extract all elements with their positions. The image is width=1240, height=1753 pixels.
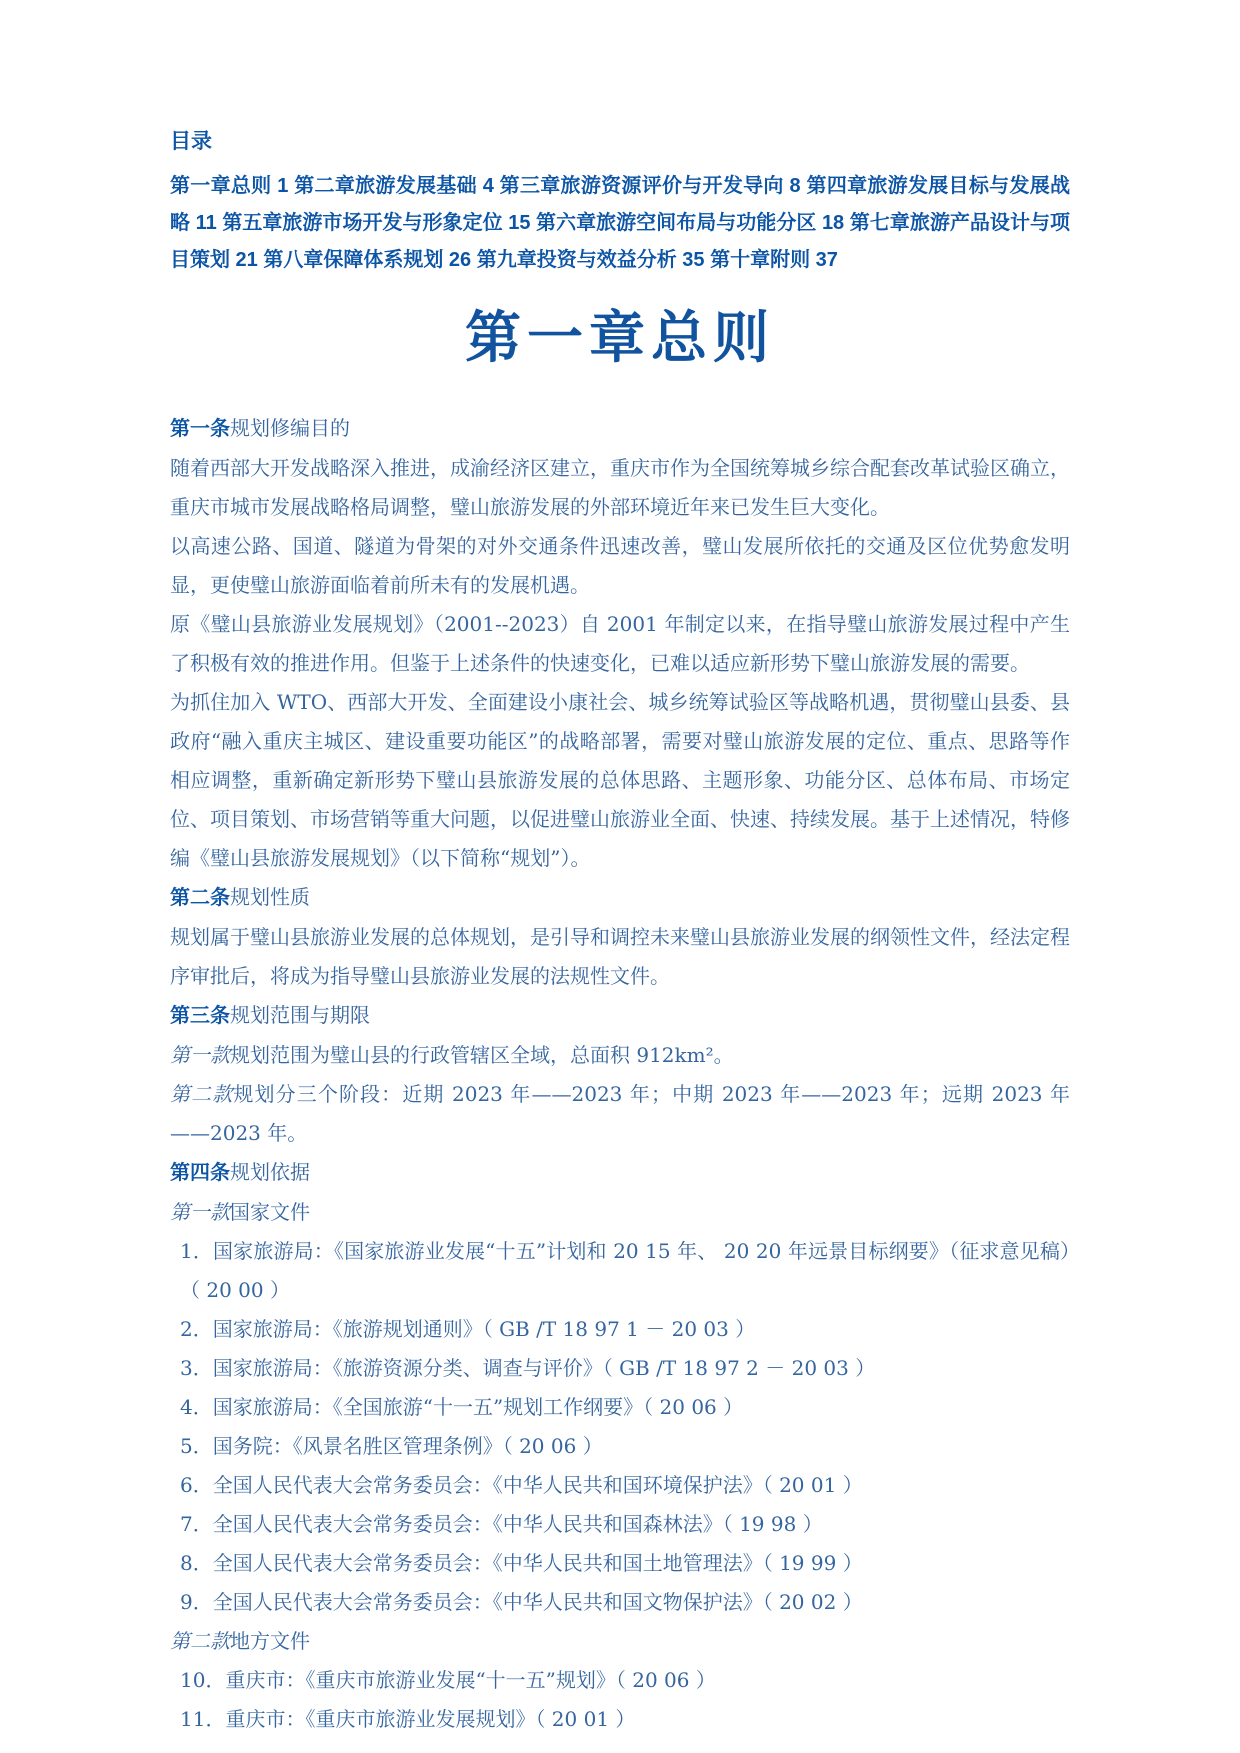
clause-number: 第一款	[170, 1200, 230, 1224]
list-item: 1．国家旅游局：《国家旅游业发展“十五”计划和 20 15 年、 20 20 年远景目标纲要》（征求意见稿）（ 20 00 ）	[180, 1239, 1070, 1302]
article-heading	[170, 996, 1070, 1036]
paragraph: 为抓住加入 WTO、西部大开发、全面建设小康社会、城乡统筹试验区等战略机遇，贯彻璧山县委、县政府“融入重庆主城区、建设重要功能区”的战略部署，需要对璧山旅游发展的定位、重点、思路等作相应调整，重新确定新形势下璧山县旅游发展的总体思路、主题形象、功能分区、总体布局、市场定位、项目策划、市场营销等重大问题，以促进璧山旅游业全面、快速、持续发展。基于上述情况，特修编《璧山县旅游发展规划》（以下简称“规划”）。	[170, 690, 1070, 870]
clause-number: 第二款	[170, 1082, 234, 1106]
paragraph: 以高速公路、国道、隧道为骨架的对外交通条件迅速改善，璧山发展所依托的交通及区位优势愈发明显，更使璧山旅游面临着前所未有的发展机遇。	[170, 534, 1070, 597]
clause-paragraph	[170, 1193, 1070, 1232]
toc-paragraph: 第一章总则 1 第二章旅游发展基础 4 第三章旅游资源评价与开发导向 8 第四章旅游发展目标与发展战略 11 第五章旅游市场开发与形象定位 15 第六章旅游空间布局与功能分区 18 第七章旅游产品设计与项目策划 21 第八章保障体系规划 26 第九章投资与效益分析 35 第十章附则 37	[170, 175, 1070, 271]
list-item: 9．全国人民代表大会常务委员会：《中华人民共和国文物保护法》（ 20 02 ）	[180, 1590, 863, 1614]
paragraph: 随着西部大开发战略深入推进，成渝经济区建立，重庆市作为全国统筹城乡综合配套改革试验区确立，重庆市城市发展战略格局调整，璧山旅游发展的外部环境近年来已发生巨大变化。	[170, 456, 1070, 519]
list-item: 5．国务院：《风景名胜区管理条例》（ 20 06 ）	[180, 1434, 603, 1458]
clause-text: 地方文件	[230, 1629, 310, 1653]
article-heading	[170, 409, 1070, 449]
clause-paragraph	[170, 1075, 1070, 1153]
article-number: 第四条	[170, 1162, 230, 1184]
article-title: 规划范围与期限	[230, 1003, 370, 1027]
document-blocks	[170, 409, 1070, 1739]
list-item: 10．重庆市：《重庆市旅游业发展“十一五”规划》（ 20 06 ）	[180, 1668, 716, 1692]
article-number: 第一条	[170, 418, 230, 440]
chapter-title: 第一章总则	[465, 305, 775, 371]
paragraph: 原《璧山县旅游业发展规划》（2001--2023）自 2001 年制定以来，在指导璧山旅游发展过程中产生了积极有效的推进作用。但鉴于上述条件的快速变化，已难以适应新形势下璧山旅游发展的需要。	[170, 612, 1070, 675]
clause-number: 第二款	[170, 1629, 230, 1653]
list-item: 3．国家旅游局：《旅游资源分类、调查与评价》（ GB /T 18 97 2 － 20 03 ）	[180, 1356, 876, 1380]
list-item: 11．重庆市：《重庆市旅游业发展规划》（ 20 01 ）	[180, 1707, 636, 1731]
article-heading	[170, 1153, 1070, 1193]
clause-text: 规划范围为璧山县的行政管辖区全域，总面积 912km²。	[230, 1043, 734, 1067]
article-number: 第二条	[170, 887, 230, 909]
clause-number: 第一款	[170, 1043, 230, 1067]
article-title: 规划依据	[230, 1160, 310, 1184]
clause-text: 规划分三个阶段：近期 2023 年——2023 年；中期 2023 年——2023 年；远期 2023 年——2023 年。	[170, 1082, 1070, 1145]
list-item: 6．全国人民代表大会常务委员会：《中华人民共和国环境保护法》（ 20 01 ）	[180, 1473, 863, 1497]
article-title: 规划修编目的	[230, 416, 350, 440]
clause-text: 国家文件	[230, 1200, 310, 1224]
article-heading	[170, 878, 1070, 918]
list-item: 4．国家旅游局：《全国旅游“十一五”规划工作纲要》（ 20 06 ）	[180, 1395, 744, 1419]
list-item: 8．全国人民代表大会常务委员会：《中华人民共和国土地管理法》（ 19 99 ）	[180, 1551, 863, 1575]
article-number: 第三条	[170, 1005, 230, 1027]
clause-paragraph	[170, 1622, 1070, 1661]
list-item: 2．国家旅游局：《旅游规划通则》（ GB /T 18 97 1 － 20 03 ）	[180, 1317, 756, 1341]
article-title: 规划性质	[230, 885, 310, 909]
clause-paragraph	[170, 1036, 1070, 1075]
paragraph: 规划属于璧山县旅游业发展的总体规划，是引导和调控未来璧山县旅游业发展的纲领性文件，经法定程序审批后，将成为指导璧山县旅游业发展的法规性文件。	[170, 925, 1070, 988]
toc-heading: 目录	[170, 130, 212, 153]
list-item: 7．全国人民代表大会常务委员会：《中华人民共和国森林法》（ 19 98 ）	[180, 1512, 823, 1536]
